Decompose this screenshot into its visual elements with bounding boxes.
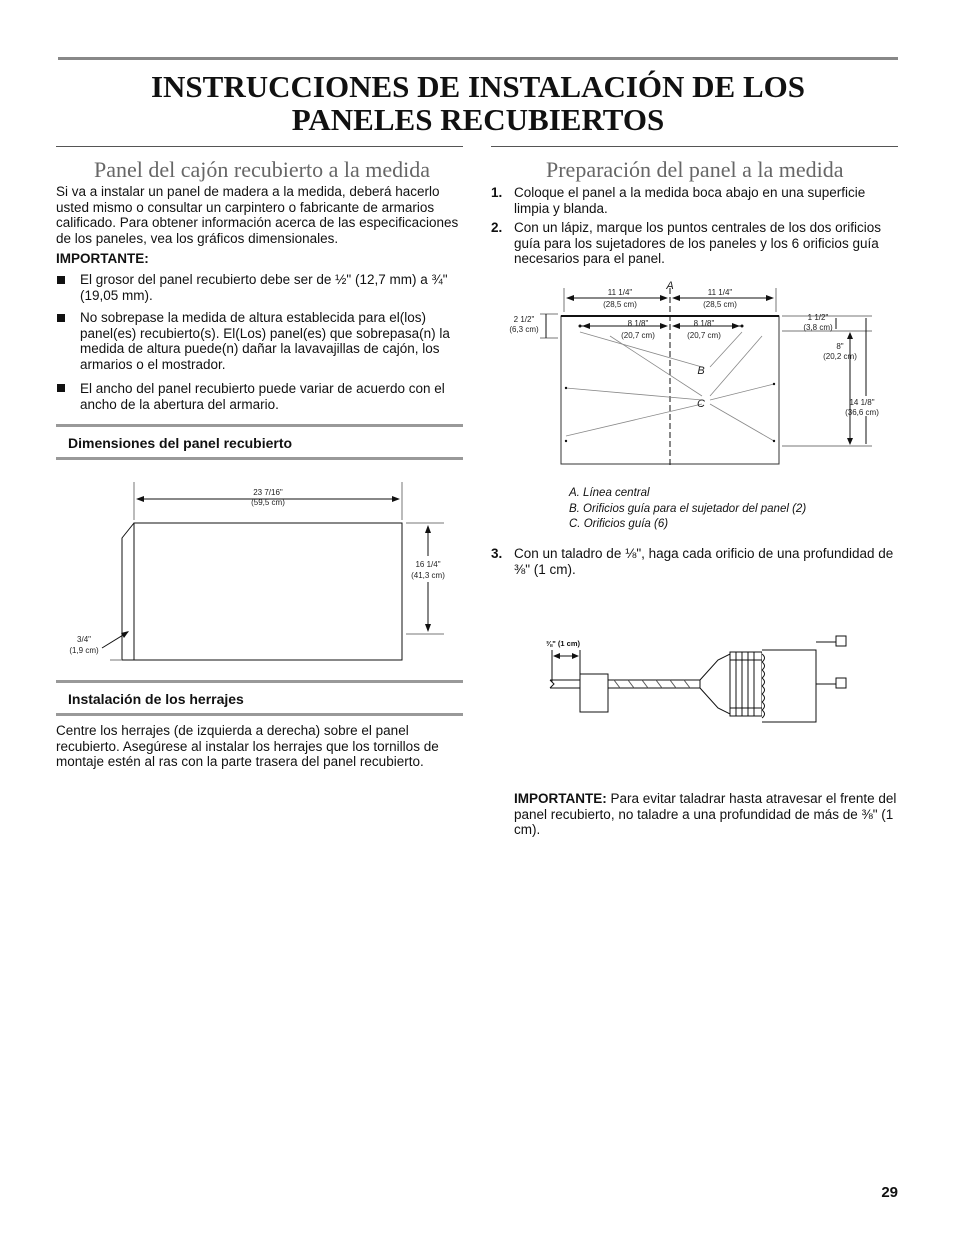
legend-c: C. Orificios guía (6) bbox=[569, 518, 669, 530]
dimensions-subheading bbox=[56, 424, 463, 460]
width-cm: (59,5 cm) bbox=[251, 498, 285, 507]
height-cm: (41,3 cm) bbox=[411, 571, 445, 580]
hardware-text: Centre los herrajes (de izquierda a derecha) sobre el panel recubierto. Asegúrese al instalar los herrajes que los tornillos de montaje estén al ras con la parte trasera del panel recubierto. bbox=[56, 723, 439, 769]
top-offset-cm: (6,3 cm) bbox=[509, 325, 539, 334]
left-bullet-2: No sobrepase la medida de altura establecida para el(los) panel(es) recubierto(s). El(Los) panel(es) que sobrepasa(n) la medida de altura puede(n) dañar la lavavajillas de cajón, los armarios o el mostrador. bbox=[80, 310, 450, 372]
label-a: A bbox=[666, 280, 674, 292]
right-important-text: Para evitar taladrar hasta atravesar el frente del panel recubierto, no taladre a una profundidad de más de ⅜" (1 cm). bbox=[514, 791, 897, 837]
step-3-text: Con un taladro de ⅛", haga cada orificio de una profundidad de ⅜" (1 cm). bbox=[514, 546, 894, 577]
side-top-in: 1 1/2" bbox=[807, 313, 829, 322]
drill-figure bbox=[540, 632, 850, 724]
side-mid-cm: (20,2 cm) bbox=[823, 352, 857, 361]
page-title-line2: PANELES RECUBIERTOS bbox=[291, 102, 665, 137]
panel-marking-figure bbox=[500, 276, 898, 470]
bullet-icon bbox=[57, 384, 65, 392]
top-rule bbox=[58, 57, 898, 60]
page-title-line1: INSTRUCCIONES DE INSTALACIÓN DE LOS bbox=[150, 69, 806, 104]
left-column-rule bbox=[56, 146, 463, 147]
left-inner-in: 8 1/8" bbox=[627, 319, 649, 328]
hardware-subheading bbox=[56, 680, 463, 716]
right-inner-cm: (20,7 cm) bbox=[687, 331, 721, 340]
legend-b: B. Orificios guía para el sujetador del panel (2) bbox=[569, 502, 807, 515]
height-inches: 16 1/4" bbox=[415, 560, 441, 569]
thickness-cm: (1,9 cm) bbox=[69, 646, 99, 655]
bullet-icon bbox=[57, 314, 65, 322]
thickness-inches: 3/4" bbox=[77, 635, 91, 644]
legend-a: A. Línea central bbox=[569, 487, 650, 499]
left-bullet-3: El ancho del panel recubierto puede variar de acuerdo con el ancho de la abertura del armario. bbox=[80, 381, 445, 412]
left-bullet-1: El grosor del panel recubierto debe ser de ½" (12,7 mm) a ¾" (19,05 mm). bbox=[80, 272, 448, 303]
step-3-number: 3. bbox=[491, 546, 503, 561]
left-intro: Si va a instalar un panel de madera a la medida, deberá hacerlo usted mismo o consultar un carpintero o fabricante de armarios calificado. Para obtener información acerca de las especificaciones de los paneles, vea los gráficos dimensionales. bbox=[56, 184, 459, 246]
right-inner-in: 8 1/8" bbox=[693, 319, 715, 328]
panel-edge bbox=[122, 523, 134, 660]
right-half-width-cm: (28,5 cm) bbox=[703, 300, 737, 309]
dimensions-subheading-label: Dimensiones del panel recubierto bbox=[68, 435, 293, 451]
side-top-cm: (3,8 cm) bbox=[803, 323, 833, 332]
top-offset-in: 2 1/2" bbox=[513, 315, 535, 324]
drill-depth-label: ⅜" (1 cm) bbox=[546, 639, 580, 648]
drill-chuck bbox=[700, 654, 730, 714]
hardware-subheading-label: Instalación de los herrajes bbox=[68, 691, 244, 707]
panel-front bbox=[134, 523, 402, 660]
side-mid-in: 8" bbox=[836, 342, 844, 351]
panel-dimensions-figure bbox=[56, 470, 463, 675]
right-half-width-in: 11 1/4" bbox=[707, 288, 733, 297]
left-important-label: IMPORTANTE: bbox=[56, 251, 149, 266]
left-section-heading: Panel del cajón recubierto a la medida bbox=[94, 157, 430, 182]
label-c: C bbox=[697, 398, 705, 410]
right-important-label: IMPORTANTE: bbox=[514, 791, 607, 806]
figure-legend bbox=[569, 486, 806, 533]
width-inches: 23 7/16" bbox=[253, 488, 283, 497]
right-section-heading: Preparación del panel a la medida bbox=[546, 157, 844, 182]
step-2-text: Con un lápiz, marque los puntos centrales de los dos orificios guía para los sujetadores de los paneles y los 6 orificios guía necesarios para el panel. bbox=[514, 220, 881, 266]
left-half-width-cm: (28,5 cm) bbox=[603, 300, 637, 309]
step-1-text: Coloque el panel a la medida boca abajo en una superficie limpia y blanda. bbox=[514, 185, 866, 216]
label-b: B bbox=[697, 365, 705, 377]
step-2-number: 2. bbox=[491, 220, 503, 235]
page-title bbox=[58, 70, 898, 136]
side-total-cm: (36,6 cm) bbox=[845, 408, 879, 417]
bullet-icon bbox=[57, 276, 65, 284]
right-column-rule bbox=[491, 146, 898, 147]
step-1-number: 1. bbox=[491, 185, 503, 200]
right-important-note bbox=[514, 791, 899, 838]
depth-stop-collar bbox=[580, 674, 608, 712]
side-total-in: 14 1/8" bbox=[849, 398, 875, 407]
drill-body bbox=[762, 650, 816, 722]
left-half-width-in: 11 1/4" bbox=[607, 288, 633, 297]
left-inner-cm: (20,7 cm) bbox=[621, 331, 655, 340]
page-number: 29 bbox=[881, 1184, 898, 1201]
